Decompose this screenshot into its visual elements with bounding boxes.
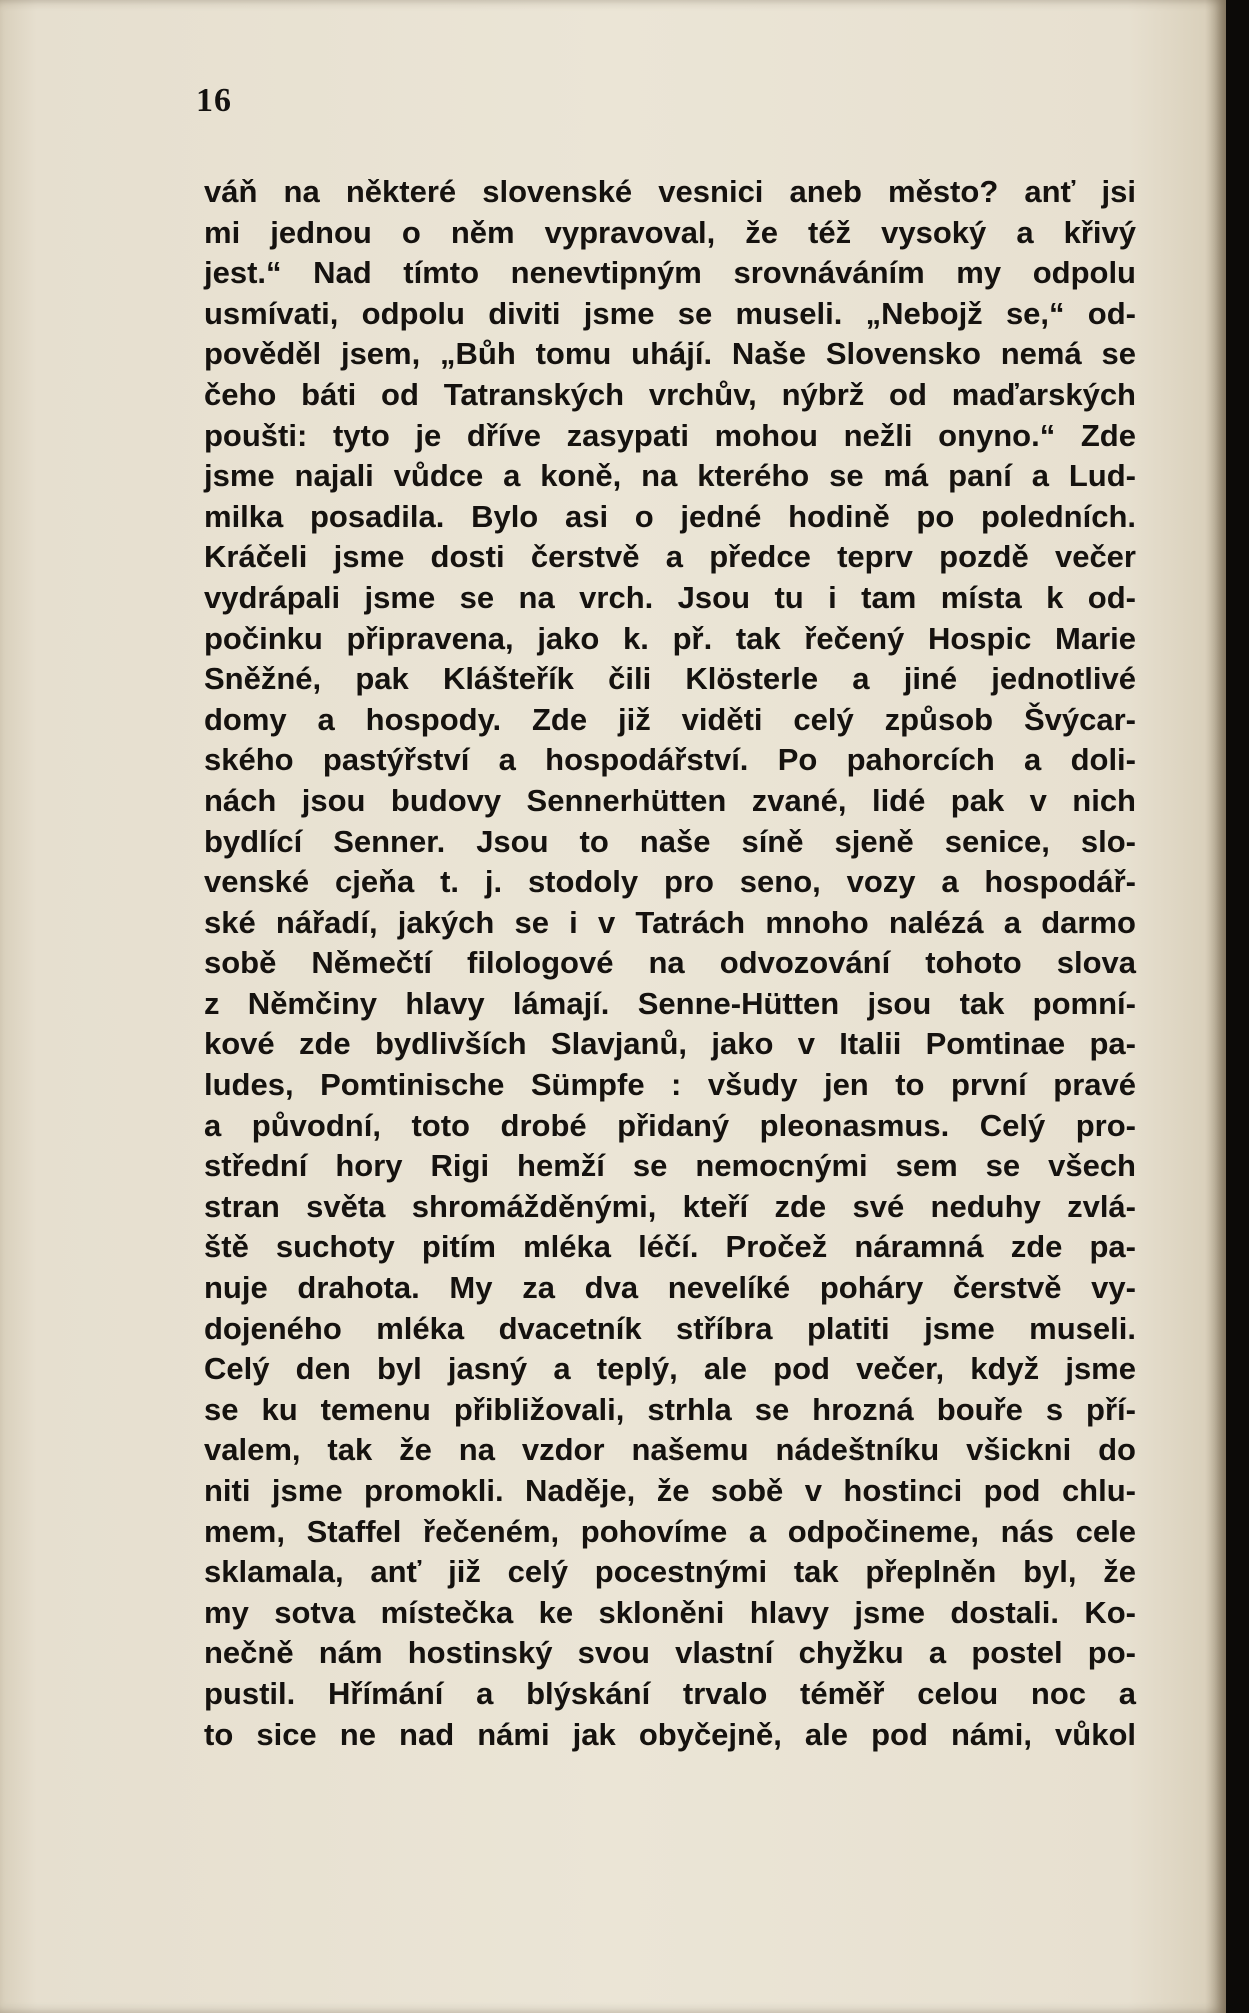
text-line: dojeného mléka dvacetník stříbra platiti jsme museli.	[204, 1310, 1136, 1346]
text-line: domy a hospody. Zde již viděti celý způsob Švýcar-	[204, 701, 1136, 737]
text-line: kové zde bydlivších Slavjanů, jako v Italii Pomtinae pa-	[204, 1026, 1136, 1062]
text-line: střední hory Rigi hemží se nemocnými sem se všech	[204, 1148, 1136, 1184]
text-line: Celý den byl jasný a teplý, ale pod večer, když jsme	[204, 1351, 1136, 1387]
text-line: niti jsme promokli. Naděje, že sobě v hostinci pod chlu-	[204, 1473, 1136, 1508]
text-line: pověděl jsem, „Bůh tomu uhájí. Naše Slovensko nemá se	[204, 336, 1136, 372]
text-line: bydlící Senner. Jsou to naše síně sjeně senice, slo-	[204, 823, 1136, 859]
text-line: ské nářadí, jakých se i v Tatrách mnoho nalézá a darmo	[204, 904, 1136, 940]
text-line: ště suchoty pitím mléka léčí. Pročež náramná zde pa-	[204, 1229, 1136, 1265]
text-line: pustil. Hřímání a blýskání trvalo téměř celou noc a	[204, 1675, 1136, 1711]
text-line: sobě Němečtí filologové na odvozování tohoto slova	[204, 945, 1136, 981]
text-line: usmívati, odpolu diviti jsme se museli. „Nebojž se,“ od-	[204, 295, 1136, 331]
text-line: my sotva místečka ke skloněni hlavy jsme dostali. Ko-	[204, 1594, 1136, 1630]
text-line: stran světa shromážděnými, kteří zde své neduhy zvlá-	[204, 1188, 1136, 1224]
text-line: to sice ne nad námi jak obyčejně, ale pod námi, vůkol	[204, 1716, 1136, 1752]
text-line: nečně nám hostinský svou vlastní chyžku a postel po-	[204, 1635, 1136, 1671]
text-line: poušti: tyto je dříve zasypati mohou nežli onyno.“ Zde	[204, 417, 1136, 453]
text-line: valem, tak že na vzdor našemu nádeštníku všickni do	[204, 1432, 1136, 1468]
text-line: milka posadila. Bylo asi o jedné hodině po poledních.	[204, 498, 1136, 534]
text-line: sklamala, anť již celý pocestnými tak přeplněn byl, že	[204, 1554, 1136, 1590]
text-line: Sněžné, pak Klášteřík čili Klösterle a jiné jednotlivé	[204, 661, 1136, 697]
text-line: jsme najali vůdce a koně, na kterého se má paní a Lud-	[204, 458, 1136, 494]
text-line: ského pastýřství a hospodářství. Po pahorcích a doli-	[204, 742, 1136, 778]
text-line: Kráčeli jsme dosti čerstvě a předce teprv pozdě večer	[204, 539, 1136, 575]
text-line: z Němčiny hlavy lámají. Senne-Hütten jsou tak pomní-	[204, 985, 1136, 1021]
text-line: čeho báti od Tatranských vrchův, nýbrž od maďarských	[204, 376, 1136, 412]
text-line: a původní, toto drobé přidaný pleonasmus. Celý pro-	[204, 1107, 1136, 1143]
text-line: počinku připravena, jako k. př. tak řečený Hospic Marie	[204, 620, 1136, 656]
text-line: mi jednou o něm vypravoval, že též vysoký a křivý	[204, 214, 1136, 250]
text-line: ludes, Pomtinische Sümpfe : všudy jen to první pravé	[204, 1067, 1136, 1103]
text-line: jest.“ Nad tímto nenevtipným srovnáváním my odpolu	[204, 255, 1136, 291]
page-edge-shadow	[1205, 0, 1226, 2013]
text-line: váň na některé slovenské vesnici aneb město? anť jsi	[204, 174, 1136, 209]
text-line: nuje drahota. My za dva nevelíké poháry čerstvě vy-	[204, 1270, 1136, 1306]
text-line: nách jsou budovy Sennerhütten zvané, lidé pak v nich	[204, 782, 1136, 818]
text-line: venské cjeňa t. j. stodoly pro seno, vozy a hospodář-	[204, 864, 1136, 900]
page-number: 16	[196, 82, 232, 119]
text-line: vydrápali jsme se na vrch. Jsou tu i tam místa k od-	[204, 579, 1136, 615]
text-line: mem, Staffel řečeném, pohovíme a odpočineme, nás cele	[204, 1513, 1136, 1549]
text-line: se ku temenu přibližovali, strhla se hrozná bouře s pří-	[204, 1391, 1136, 1427]
body-text	[204, 172, 1136, 1755]
